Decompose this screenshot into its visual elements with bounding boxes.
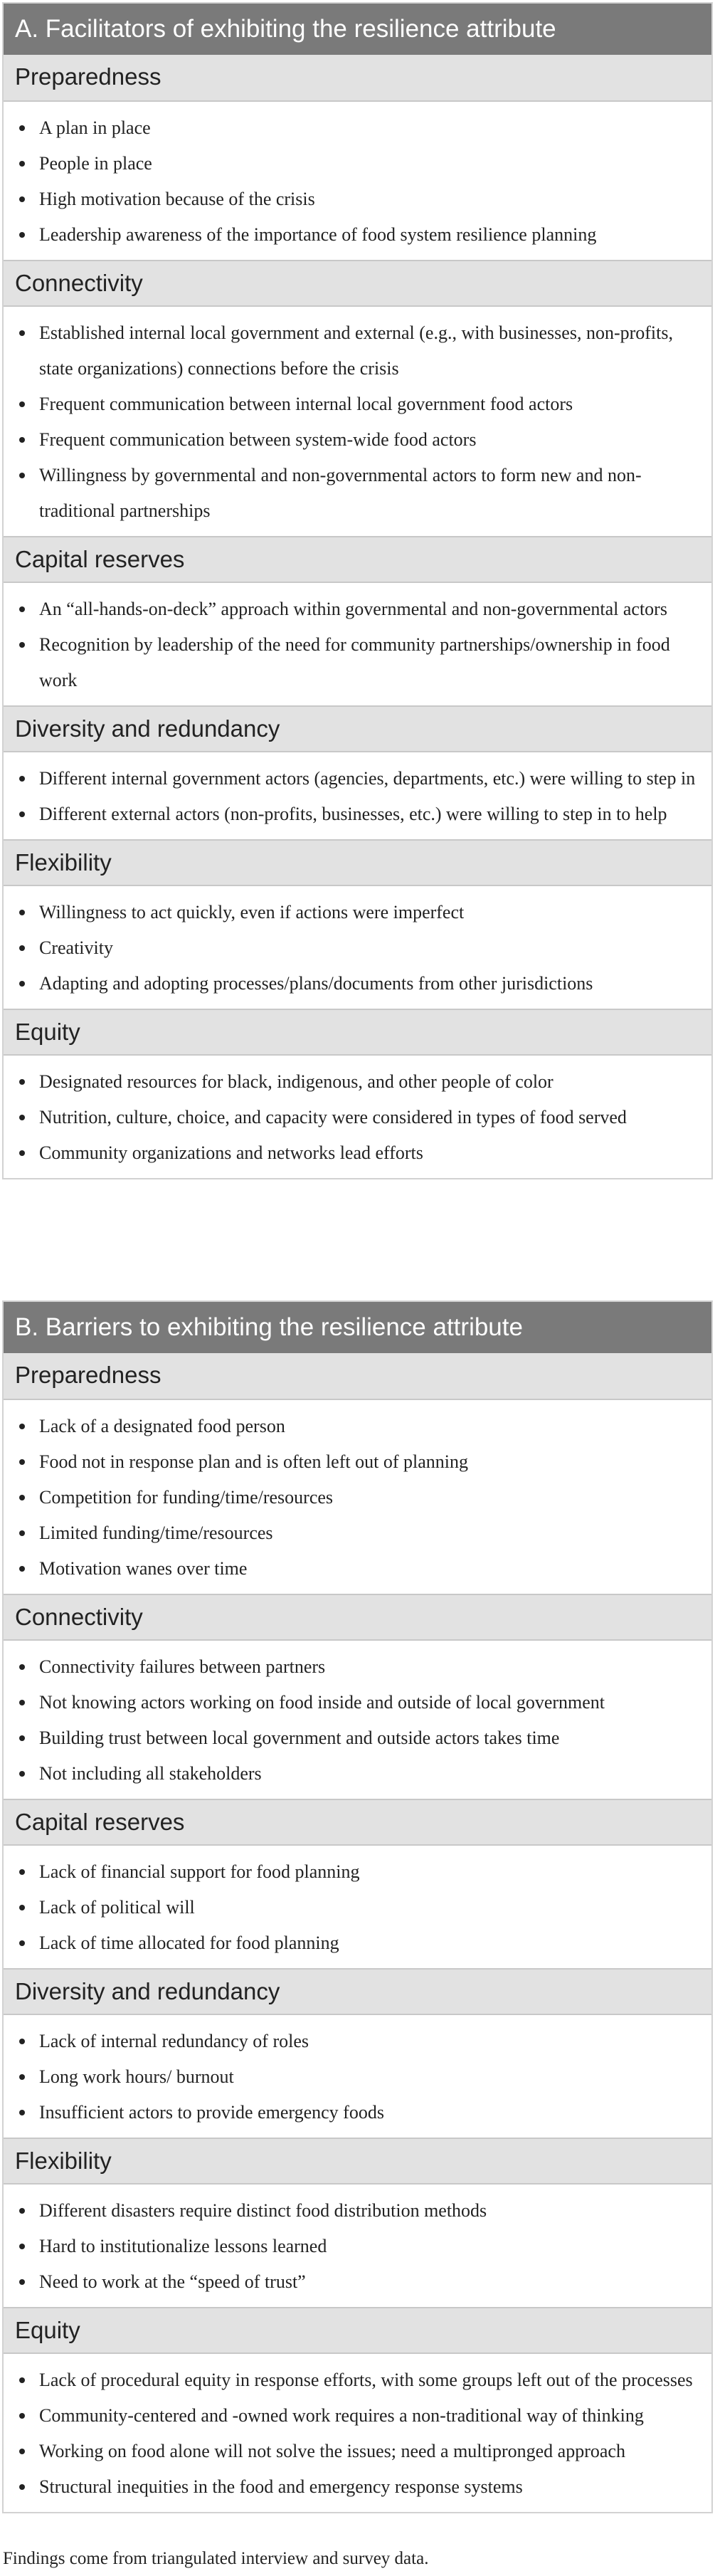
section-item-list [4,2185,711,2307]
list-item: People in place [15,146,700,182]
list-item: Community-centered and -owned work requires a non-traditional way of thinking [15,2398,700,2434]
section-heading: Diversity and redundancy [4,1968,711,2015]
list-item: Recognition by leadership of the need for community partnerships/ownership in food work [15,627,700,698]
barriers-table [2,1300,713,2513]
section-item-list [4,886,711,1009]
table-footnote: Findings come from triangulated interview and survey data. [3,2549,429,2568]
list-item: Connectivity failures between partners [15,1649,700,1685]
section-item-list [4,1846,711,1968]
list-item: Community organizations and networks lead efforts [15,1135,700,1171]
section-item-list [4,1400,711,1594]
section-item-list [4,752,711,839]
list-item: Insufficient actors to provide emergency foods [15,2095,700,2130]
list-item: Frequent communication between internal local government food actors [15,387,700,422]
list-item: Adapting and adopting processes/plans/documents from other jurisdictions [15,966,700,1002]
section-heading: Equity [4,1009,711,1056]
list-item: An “all-hands-on-deck” approach within governmental and non-governmental actors [15,592,700,627]
list-item: Competition for funding/time/resources [15,1480,700,1515]
list-item: Willingness to act quickly, even if actions were imperfect [15,895,700,930]
list-item: Willingness by governmental and non-governmental actors to form new and non-traditional partnerships [15,458,700,529]
list-item: Lack of time allocated for food planning [15,1925,700,1961]
list-item: Lack of internal redundancy of roles [15,2024,700,2059]
section-heading: Preparedness [4,55,711,102]
section-item-list [4,583,711,705]
list-item: Long work hours/ burnout [15,2059,700,2095]
list-item: A plan in place [15,110,700,146]
list-item: Creativity [15,930,700,966]
section-heading: Preparedness [4,1353,711,1400]
section-item-list [4,2354,711,2512]
list-item: Different internal government actors (agencies, departments, etc.) were willing to step in [15,761,700,797]
list-item: Need to work at the “speed of trust” [15,2264,700,2300]
list-item: Different disasters require distinct food distribution methods [15,2193,700,2229]
list-item: Lack of financial support for food planning [15,1854,700,1890]
section-item-list [4,2015,711,2138]
section-heading: Diversity and redundancy [4,705,711,752]
facilitators-table [2,2,713,1179]
list-item: Lack of procedural equity in response efforts, with some groups left out of the processes [15,2362,700,2398]
list-item: Motivation wanes over time [15,1551,700,1587]
list-item: Food not in response plan and is often left out of planning [15,1444,700,1480]
list-item: Established internal local government and external (e.g., with businesses, non-profits, state organizations) connections before the crisis [15,315,700,387]
section-item-list [4,102,711,260]
list-item: Lack of a designated food person [15,1409,700,1444]
list-item: Not including all stakeholders [15,1756,700,1792]
section-heading: Flexibility [4,2138,711,2185]
list-item: Nutrition, culture, choice, and capacity were considered in types of food served [15,1100,700,1135]
section-heading: Capital reserves [4,536,711,583]
section-heading: Capital reserves [4,1799,711,1846]
list-item: Not knowing actors working on food inside and outside of local government [15,1685,700,1720]
section-heading: Flexibility [4,839,711,886]
list-item: Building trust between local government and outside actors takes time [15,1720,700,1756]
section-heading: Connectivity [4,260,711,307]
section-heading: Equity [4,2307,711,2354]
list-item: Hard to institutionalize lessons learned [15,2229,700,2264]
section-item-list [4,1056,711,1178]
list-item: Frequent communication between system-wide food actors [15,422,700,458]
list-item: Limited funding/time/resources [15,1515,700,1551]
list-item: Leadership awareness of the importance of food system resilience planning [15,217,700,253]
section-heading: Connectivity [4,1594,711,1641]
list-item: Structural inequities in the food and emergency response systems [15,2469,700,2505]
list-item: High motivation because of the crisis [15,182,700,217]
list-item: Lack of political will [15,1890,700,1925]
facilitators-table-title: A. Facilitators of exhibiting the resilience attribute [4,4,711,55]
list-item: Different external actors (non-profits, businesses, etc.) were willing to step in to help [15,797,700,832]
section-item-list [4,1641,711,1799]
list-item: Working on food alone will not solve the issues; need a multipronged approach [15,2434,700,2469]
barriers-table-title: B. Barriers to exhibiting the resilience attribute [4,1302,711,1353]
list-item: Designated resources for black, indigenous, and other people of color [15,1064,700,1100]
section-item-list [4,307,711,536]
